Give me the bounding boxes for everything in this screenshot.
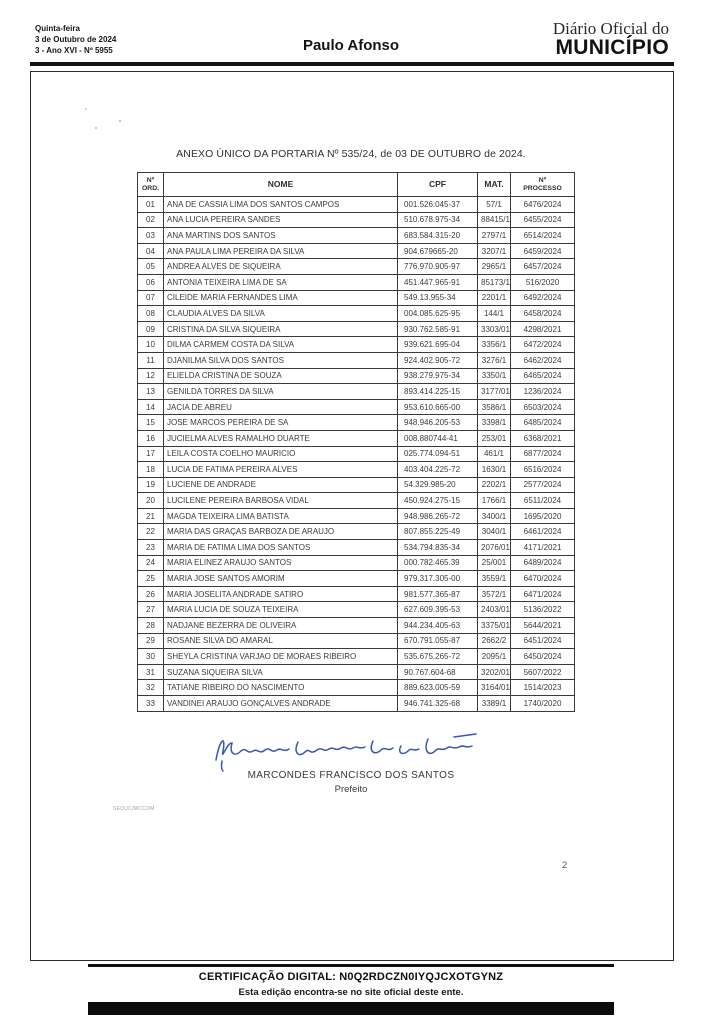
- cell-proc: 1740/2020: [511, 696, 575, 712]
- cell-nome: SUZANA SIQUEIRA SILVA: [164, 664, 398, 680]
- cell-proc: 2577/2024: [511, 477, 575, 493]
- cell-cpf: 944.234.405-63: [398, 618, 478, 634]
- cell-mat: 2202/1: [478, 477, 511, 493]
- table-row: [138, 430, 575, 446]
- cell-nome: ELIELDA CRISTINA DE SOUZA: [164, 368, 398, 384]
- table-row: [138, 618, 575, 634]
- cell-mat: 2095/1: [478, 649, 511, 665]
- cell-cpf: 008.880744-41: [398, 430, 478, 446]
- cell-mat: 3572/1: [478, 586, 511, 602]
- cell-mat: 2076/01: [478, 540, 511, 556]
- table-row: [138, 259, 575, 275]
- footer-divider-rule: [88, 964, 614, 967]
- cell-cpf: 403.404.225-72: [398, 462, 478, 478]
- cell-proc: 6516/2024: [511, 462, 575, 478]
- table-row: [138, 477, 575, 493]
- cell-cpf: 948.946.205-53: [398, 415, 478, 431]
- cell-cpf: 930.762.585-91: [398, 321, 478, 337]
- table-row: [138, 602, 575, 618]
- masthead-edition: 3 - Ano XVI - Nº 5955: [35, 45, 113, 55]
- table-row: [138, 384, 575, 400]
- cell-nome: ROSANE SILVA DO AMARAL: [164, 633, 398, 649]
- cell-cpf: 939.621.695-04: [398, 337, 478, 353]
- cell-mat: 2965/1: [478, 259, 511, 275]
- cell-cpf: 510.678.975-34: [398, 212, 478, 228]
- cell-nome: MARIA ELINEZ ARAUJO SANTOS: [164, 555, 398, 571]
- cell-proc: 6877/2024: [511, 446, 575, 462]
- cell-cpf: 54.329.985-20: [398, 477, 478, 493]
- signer-name: MARCONDES FRANCISCO DOS SANTOS: [247, 770, 455, 781]
- table-row: [138, 337, 575, 353]
- cell-cpf: 979.317.305-00: [398, 571, 478, 587]
- cell-ord: 02: [138, 212, 164, 228]
- cell-ord: 16: [138, 430, 164, 446]
- cell-proc: 6489/2024: [511, 555, 575, 571]
- cell-mat: 2662/2: [478, 633, 511, 649]
- cell-mat: 461/1: [478, 446, 511, 462]
- cell-cpf: 953.610.665-00: [398, 399, 478, 415]
- cell-proc: 6461/2024: [511, 524, 575, 540]
- cell-ord: 20: [138, 493, 164, 509]
- cell-mat: 57/1: [478, 197, 511, 213]
- cell-nome: JACIA DE ABREU: [164, 399, 398, 415]
- cell-nome: GENILDA TORRES DA SILVA: [164, 384, 398, 400]
- cell-nome: MARIA DAS GRAÇAS BARBOZA DE ARAUJO: [164, 524, 398, 540]
- cell-proc: 6462/2024: [511, 352, 575, 368]
- table-row: [138, 399, 575, 415]
- cell-ord: 33: [138, 696, 164, 712]
- cell-cpf: 001.526.045-37: [398, 197, 478, 213]
- header-processo: Nº PROCESSO: [511, 173, 575, 197]
- table-row: [138, 696, 575, 712]
- masthead-weekday: Quinta-feira: [35, 24, 80, 33]
- cell-nome: MARIA JOSELITA ANDRADE SATIRO: [164, 586, 398, 602]
- cell-mat: 3356/1: [478, 337, 511, 353]
- cell-nome: CILEIDE MARIA FERNANDES LIMA: [164, 290, 398, 306]
- table-row: [138, 680, 575, 696]
- cell-cpf: 004.085.625-95: [398, 306, 478, 322]
- cell-nome: ANDREA ALVES DE SIQUEIRA: [164, 259, 398, 275]
- cell-ord: 26: [138, 586, 164, 602]
- table-row: [138, 446, 575, 462]
- cell-ord: 27: [138, 602, 164, 618]
- page-number: 2: [562, 860, 568, 871]
- cell-proc: 6459/2024: [511, 243, 575, 259]
- cell-ord: 07: [138, 290, 164, 306]
- cell-proc: 6503/2024: [511, 399, 575, 415]
- cell-cpf: 670.791.055-87: [398, 633, 478, 649]
- cell-ord: 25: [138, 571, 164, 587]
- cell-mat: 3040/1: [478, 524, 511, 540]
- cell-proc: 516/2020: [511, 274, 575, 290]
- header-ord: Nº ORD.: [138, 173, 164, 197]
- scan-speck: [85, 108, 87, 110]
- cell-mat: 3398/1: [478, 415, 511, 431]
- cell-nome: ANA LUCIA PEREIRA SANDES: [164, 212, 398, 228]
- cell-ord: 31: [138, 664, 164, 680]
- cell-nome: CLAUDIA ALVES DA SILVA: [164, 306, 398, 322]
- scan-speck: [119, 120, 121, 122]
- cell-nome: DILMA CARMEM COSTA DA SILVA: [164, 337, 398, 353]
- cell-cpf: 948.986.265-72: [398, 508, 478, 524]
- cell-cpf: 807.855.225-49: [398, 524, 478, 540]
- table-row: [138, 290, 575, 306]
- table-row: [138, 352, 575, 368]
- cell-mat: 3177/01: [478, 384, 511, 400]
- cell-proc: 1514/2023: [511, 680, 575, 696]
- gazette-logo-line1: Diário Oficial do: [552, 19, 669, 38]
- table-row: [138, 540, 575, 556]
- table-row: [138, 524, 575, 540]
- cell-mat: 2797/1: [478, 228, 511, 244]
- cell-proc: 6514/2024: [511, 228, 575, 244]
- cell-mat: 85173/1: [478, 274, 511, 290]
- table-row: [138, 415, 575, 431]
- cell-proc: 6458/2024: [511, 306, 575, 322]
- table-header: [138, 173, 575, 197]
- cell-proc: 6450/2024: [511, 649, 575, 665]
- cell-proc: 6455/2024: [511, 212, 575, 228]
- cell-proc: 6451/2024: [511, 633, 575, 649]
- cell-mat: 3202/01: [478, 664, 511, 680]
- masthead-date: 3 de Outubro de 2024: [35, 34, 117, 44]
- cell-nome: NADJANE BEZERRA DE OLIVEIRA: [164, 618, 398, 634]
- table-row: [138, 197, 575, 213]
- cell-ord: 14: [138, 399, 164, 415]
- cell-mat: 3350/1: [478, 368, 511, 384]
- cell-nome: LEILA COSTA COELHO MAURICIO: [164, 446, 398, 462]
- cell-mat: 1630/1: [478, 462, 511, 478]
- cell-cpf: 534.794.835-34: [398, 540, 478, 556]
- cell-cpf: 924.402.905-72: [398, 352, 478, 368]
- cell-cpf: 776.970.905-97: [398, 259, 478, 275]
- cell-cpf: 000.782.465.39: [398, 555, 478, 571]
- table-row: [138, 368, 575, 384]
- cell-ord: 30: [138, 649, 164, 665]
- cell-proc: 6511/2024: [511, 493, 575, 509]
- cell-ord: 17: [138, 446, 164, 462]
- table-row: [138, 243, 575, 259]
- header-nome: NOME: [164, 173, 398, 197]
- cell-mat: 3559/1: [478, 571, 511, 587]
- cell-nome: SHEYLA CRISTINA VARJAO DE MORAES RIBEIRO: [164, 649, 398, 665]
- cell-proc: 6492/2024: [511, 290, 575, 306]
- cell-proc: 6476/2024: [511, 197, 575, 213]
- cell-nome: LUCIENE DE ANDRADE: [164, 477, 398, 493]
- masthead-divider-rule: [30, 62, 674, 66]
- cell-ord: 05: [138, 259, 164, 275]
- cell-nome: VANDINEI ARAUJO GONÇALVES ANDRADE: [164, 696, 398, 712]
- scan-speck: [95, 127, 97, 129]
- cell-mat: 3303/01: [478, 321, 511, 337]
- cell-ord: 04: [138, 243, 164, 259]
- table-row: [138, 493, 575, 509]
- cell-ord: 23: [138, 540, 164, 556]
- table-row: [138, 321, 575, 337]
- cell-nome: JUCIELMA ALVES RAMALHO DUARTE: [164, 430, 398, 446]
- cell-mat: 88415/1: [478, 212, 511, 228]
- annex-title: ANEXO ÚNICO DA PORTARIA Nº 535/24, de 03 DE OUTUBRO de 2024.: [176, 148, 526, 160]
- cell-nome: MARIA JOSE SANTOS AMORIM: [164, 571, 398, 587]
- cell-cpf: 946.741.325-68: [398, 696, 478, 712]
- cell-mat: 3586/1: [478, 399, 511, 415]
- table-header-row: [138, 173, 575, 197]
- cell-ord: 21: [138, 508, 164, 524]
- cell-mat: 25/001: [478, 555, 511, 571]
- cell-mat: 1766/1: [478, 493, 511, 509]
- cell-mat: 2403/01: [478, 602, 511, 618]
- table-row: [138, 306, 575, 322]
- cell-nome: LUCILENE PEREIRA BARBOSA VIDAL: [164, 493, 398, 509]
- cell-cpf: 981.577.365-87: [398, 586, 478, 602]
- cell-nome: ANA PAULA LIMA PEREIRA DA SILVA: [164, 243, 398, 259]
- cell-mat: 3375/01: [478, 618, 511, 634]
- roster-table: [137, 172, 575, 712]
- cell-mat: 3400/1: [478, 508, 511, 524]
- cell-ord: 03: [138, 228, 164, 244]
- cell-cpf: 938.279.975-34: [398, 368, 478, 384]
- table-row: [138, 649, 575, 665]
- table-body: [138, 197, 575, 712]
- cell-mat: 144/1: [478, 306, 511, 322]
- cell-nome: MAGDA TEIXEIRA LIMA BATISTA: [164, 508, 398, 524]
- cell-ord: 19: [138, 477, 164, 493]
- gazette-logo: [553, 20, 669, 59]
- table-row: [138, 571, 575, 587]
- digital-certification: CERTIFICAÇÃO DIGITAL: N0Q2RDCZN0IYQJCXOTGYNZ: [198, 971, 504, 983]
- cell-ord: 28: [138, 618, 164, 634]
- cell-proc: 5136/2022: [511, 602, 575, 618]
- cell-proc: 6465/2024: [511, 368, 575, 384]
- cell-mat: 253/01: [478, 430, 511, 446]
- cell-cpf: 535.675.265-72: [398, 649, 478, 665]
- cell-proc: 6368/2021: [511, 430, 575, 446]
- cell-ord: 11: [138, 352, 164, 368]
- header-cpf: CPF: [398, 173, 478, 197]
- cell-ord: 15: [138, 415, 164, 431]
- cell-nome: LUCIA DE FATIMA PEREIRA ALVES: [164, 462, 398, 478]
- cell-ord: 22: [138, 524, 164, 540]
- table-row: [138, 212, 575, 228]
- cell-mat: 2201/1: [478, 290, 511, 306]
- cell-ord: 01: [138, 197, 164, 213]
- cell-nome: ANA DE CASSIA LIMA DOS SANTOS CAMPOS: [164, 197, 398, 213]
- gazette-logo-line2: MUNICÍPIO: [555, 36, 669, 59]
- table-row: [138, 664, 575, 680]
- cell-nome: MARIA DE FATIMA LIMA DOS SANTOS: [164, 540, 398, 556]
- footer-black-bar: [88, 1002, 614, 1015]
- cell-ord: 32: [138, 680, 164, 696]
- cell-cpf: 627.609.395-53: [398, 602, 478, 618]
- cell-proc: 6457/2024: [511, 259, 575, 275]
- table-row: [138, 228, 575, 244]
- margin-department-note: SEDUC/MCCOM: [113, 806, 155, 812]
- signature-ink-icon: [208, 730, 498, 772]
- masthead-city-title: Paulo Afonso: [302, 37, 400, 54]
- cell-nome: TATIANE RIBEIRO DO NASCIMENTO: [164, 680, 398, 696]
- cell-cpf: 683.584.315-20: [398, 228, 478, 244]
- cell-mat: 3207/1: [478, 243, 511, 259]
- cell-cpf: 025.774.094-51: [398, 446, 478, 462]
- cell-proc: 4298/2021: [511, 321, 575, 337]
- cell-cpf: 450.924.275-15: [398, 493, 478, 509]
- header-mat: MAT.: [478, 173, 511, 197]
- cell-ord: 08: [138, 306, 164, 322]
- cell-proc: 5607/2022: [511, 664, 575, 680]
- cell-proc: 6472/2024: [511, 337, 575, 353]
- cell-nome: CRISTINA DA SILVA SIQUEIRA: [164, 321, 398, 337]
- cell-proc: 1236/2024: [511, 384, 575, 400]
- cell-nome: ANTONIA TEIXEIRA LIMA DE SA: [164, 274, 398, 290]
- cell-ord: 24: [138, 555, 164, 571]
- cell-cpf: 904.679665-20: [398, 243, 478, 259]
- cell-mat: 3276/1: [478, 352, 511, 368]
- cell-ord: 12: [138, 368, 164, 384]
- cell-proc: 1695/2020: [511, 508, 575, 524]
- cell-ord: 13: [138, 384, 164, 400]
- cell-proc: 6470/2024: [511, 571, 575, 587]
- signer-role: Prefeito: [334, 784, 368, 795]
- cell-cpf: 90.767.604-68: [398, 664, 478, 680]
- cell-mat: 3164/01: [478, 680, 511, 696]
- cell-nome: MARIA LUCIA DE SOUZA TEIXEIRA: [164, 602, 398, 618]
- table-row: [138, 555, 575, 571]
- cell-cpf: 889.623.005-59: [398, 680, 478, 696]
- cell-ord: 09: [138, 321, 164, 337]
- cell-ord: 10: [138, 337, 164, 353]
- cell-cpf: 893.414.225-15: [398, 384, 478, 400]
- cell-ord: 06: [138, 274, 164, 290]
- table-row: [138, 274, 575, 290]
- cell-nome: ANA MARTINS DOS SANTOS: [164, 228, 398, 244]
- cell-nome: DJANILMA SILVA DOS SANTOS: [164, 352, 398, 368]
- table-row: [138, 633, 575, 649]
- table-row: [138, 462, 575, 478]
- cell-ord: 29: [138, 633, 164, 649]
- cell-cpf: 451.447.965-91: [398, 274, 478, 290]
- table-row: [138, 508, 575, 524]
- cell-mat: 3389/1: [478, 696, 511, 712]
- cell-ord: 18: [138, 462, 164, 478]
- cell-nome: JOSE MARCOS PEREIRA DE SA: [164, 415, 398, 431]
- cell-cpf: 549.13.955-34: [398, 290, 478, 306]
- cell-proc: 6485/2024: [511, 415, 575, 431]
- footer-note: Esta edição encontra-se no site oficial deste ente.: [238, 987, 464, 998]
- cell-proc: 4171/2021: [511, 540, 575, 556]
- table-row: [138, 586, 575, 602]
- cell-proc: 5644/2021: [511, 618, 575, 634]
- cell-proc: 6471/2024: [511, 586, 575, 602]
